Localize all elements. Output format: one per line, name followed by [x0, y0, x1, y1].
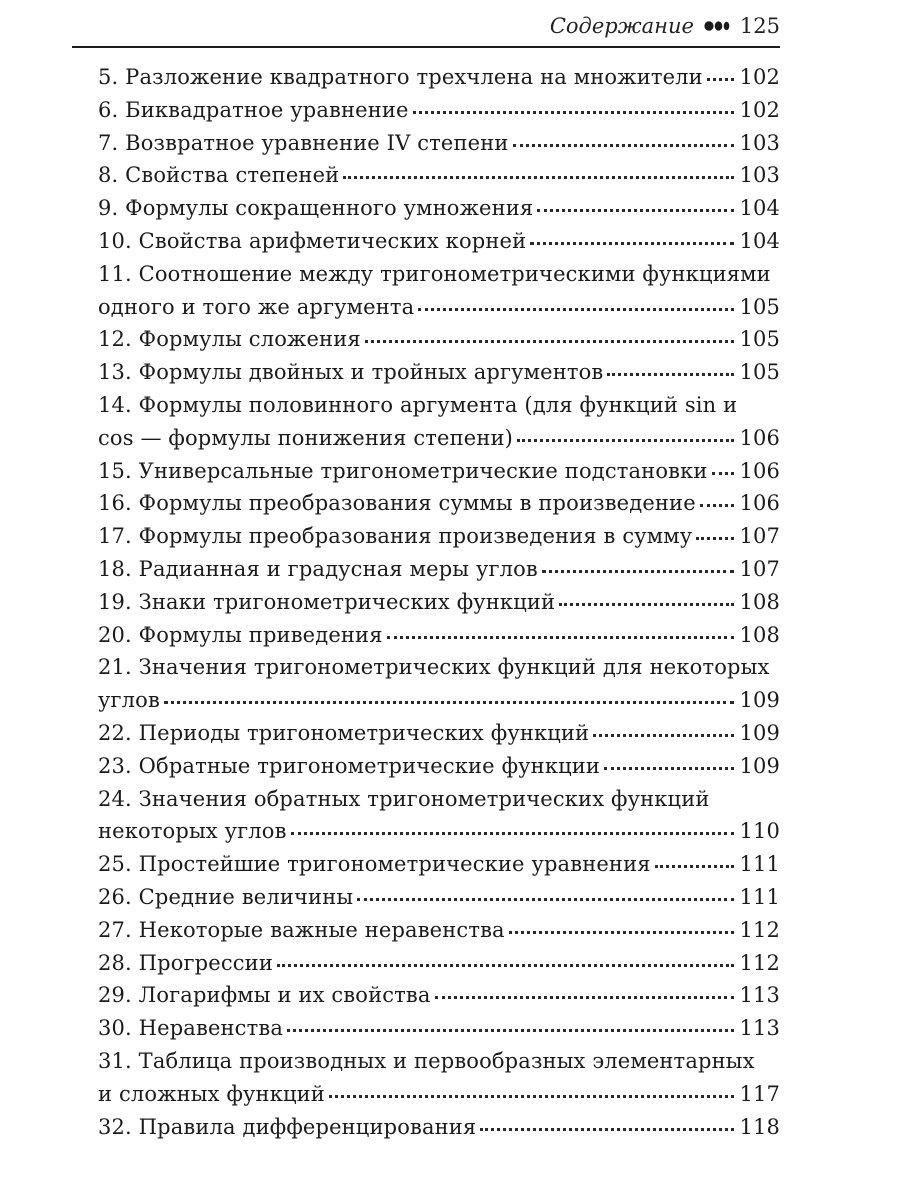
dot-leader [530, 241, 734, 245]
toc-entry-title: 26. Средние величины [98, 884, 354, 909]
toc-page-number: 111 [739, 884, 780, 909]
toc-entry [98, 455, 780, 488]
toc-page-number: 108 [739, 622, 780, 647]
toc-entry [98, 914, 780, 947]
toc-entry [98, 61, 780, 94]
toc-entry [98, 520, 780, 553]
dot-leader [277, 963, 734, 967]
dot-leader [700, 503, 735, 507]
toc-page-number: 112 [739, 917, 780, 942]
dot-leader [287, 1028, 734, 1032]
toc-entry-title: 20. Формулы приведения [98, 622, 383, 647]
toc-page-number: 109 [739, 688, 780, 713]
dot-leader [707, 77, 735, 81]
toc-entry [98, 553, 780, 586]
toc-entry-title: 11. Соотношение между тригонометрическими функциями [98, 261, 771, 286]
toc-page-number: 103 [739, 130, 780, 155]
dot-leader [607, 372, 734, 376]
toc-page-number: 106 [739, 491, 780, 516]
dot-leader [593, 733, 734, 737]
toc-page-number: 107 [739, 524, 780, 549]
toc-entry-title: 24. Значения обратных тригонометрических функций [98, 786, 710, 811]
dot-leader [387, 635, 735, 639]
dot-leader [696, 536, 734, 540]
toc-entry [98, 586, 780, 619]
toc-entry-title: 5. Разложение квадратного трехчлена на множители [98, 65, 703, 89]
toc-entry-title: 10. Свойства арифметических корней [98, 228, 527, 253]
toc-entry-last-line [98, 291, 780, 324]
dot-leader [329, 1094, 735, 1098]
toc-entry-title: углов [98, 688, 160, 713]
dot-leader [357, 897, 734, 901]
toc-page-number: 108 [739, 589, 780, 614]
toc-entry-title: 18. Радианная и градусная меры углов [98, 556, 538, 581]
header-rule [72, 46, 780, 48]
toc-entry-title: 19. Знаки тригонометрических функций [98, 589, 556, 614]
toc-entry-title: 25. Простейшие тригонометрические уравнения [98, 852, 651, 877]
dot-leader [655, 864, 735, 868]
toc-entry [98, 717, 780, 750]
dot-leader [418, 307, 734, 311]
toc-page-number: 105 [739, 327, 780, 352]
toc-entry-title: 23. Обратные тригонометрические функции [98, 753, 601, 778]
toc-page-number: 103 [739, 163, 780, 188]
toc-entry-title: 14. Формулы половинного аргумента (для функций sin и [98, 392, 738, 417]
toc-entry-title: 29. Логарифмы и их свойства [98, 983, 431, 1008]
dot-leader [365, 339, 735, 343]
toc-entry [98, 487, 780, 520]
toc-entry-title: 13. Формулы двойных и тройных аргументов [98, 360, 604, 385]
toc-page-number: 104 [739, 228, 780, 253]
toc-entry-title: 7. Возвратное уравнение IV степени [98, 130, 509, 155]
dot-leader [537, 208, 734, 212]
toc-entry-title: 8. Свойства степеней [98, 163, 340, 188]
toc-page-number: 112 [739, 950, 780, 975]
toc-entry [98, 127, 780, 160]
toc-entry-last-line [98, 422, 780, 455]
toc-page-number: 113 [739, 1016, 780, 1041]
toc-page-number: 107 [739, 556, 780, 581]
toc-entry [98, 750, 780, 783]
dot-leader [435, 995, 735, 999]
toc-entry [98, 1111, 780, 1144]
dot-leader [513, 143, 735, 147]
toc-entry-title: 30. Неравенства [98, 1016, 283, 1041]
toc-entry [98, 619, 780, 652]
dot-leader [712, 471, 735, 475]
toc-entry-title: некоторых углов [98, 819, 287, 844]
toc-entry-title: 9. Формулы сокращенного умножения [98, 196, 534, 221]
toc-entry [98, 94, 780, 127]
toc-page-number: 106 [739, 425, 780, 450]
running-header [550, 14, 780, 38]
toc-entry-title: 21. Значения тригонометрических функций для некоторых [98, 655, 770, 680]
toc-entry [98, 323, 780, 356]
toc-entry-title: 27. Некоторые важные неравенства [98, 917, 505, 942]
toc-entry-title: и сложных функций [98, 1081, 325, 1106]
toc-page-number: 110 [739, 819, 780, 844]
dot-leader [413, 110, 735, 114]
toc-page-number: 105 [739, 294, 780, 319]
toc-entry [98, 389, 780, 455]
triple-bullet-icon [704, 19, 734, 33]
toc-entry [98, 258, 780, 324]
toc-entry-title: cos — формулы понижения степени) [98, 425, 513, 450]
dot-leader [164, 700, 735, 704]
toc-entry-title: 15. Универсальные тригонометрические подстановки [98, 458, 708, 483]
toc-page-number: 105 [739, 360, 780, 385]
toc-entry [98, 159, 780, 192]
toc-page-number: 102 [739, 97, 780, 122]
toc-entry [98, 979, 780, 1012]
toc-page-number: 104 [739, 196, 780, 221]
dot-leader [559, 602, 734, 606]
table-of-contents [98, 61, 780, 1143]
dot-leader [517, 438, 734, 442]
toc-entry [98, 881, 780, 914]
dot-leader [604, 766, 734, 770]
toc-page-number: 117 [739, 1081, 780, 1106]
toc-entry [98, 947, 780, 980]
toc-entry [98, 783, 780, 849]
toc-entry [98, 1045, 780, 1111]
toc-entry-title: 17. Формулы преобразования произведения в сумму [98, 524, 693, 549]
toc-page-number: 109 [739, 753, 780, 778]
dot-leader [509, 930, 735, 934]
toc-page-number: 102 [739, 65, 780, 89]
dot-leader [291, 831, 735, 835]
header-page-number: 125 [739, 14, 780, 38]
toc-entry-title: 16. Формулы преобразования суммы в произведение [98, 491, 696, 516]
toc-entry-title: 22. Периоды тригонометрических функций [98, 720, 590, 745]
toc-entry-title: 6. Биквадратное уравнение [98, 97, 409, 122]
toc-entry-last-line [98, 684, 780, 717]
toc-entry [98, 356, 780, 389]
toc-entry [98, 848, 780, 881]
toc-entry-title: 28. Прогрессии [98, 950, 273, 975]
toc-entry-title: 12. Формулы сложения [98, 327, 361, 352]
toc-page-number: 113 [739, 983, 780, 1008]
toc-page-number: 106 [739, 458, 780, 483]
toc-entry-title: 32. Правила дифференцирования [98, 1114, 477, 1139]
toc-entry [98, 1012, 780, 1045]
toc-page-number: 111 [739, 852, 780, 877]
toc-entry-title: одного и того же аргумента [98, 294, 415, 319]
dot-leader [480, 1127, 734, 1131]
header-title: Содержание [549, 14, 694, 38]
dot-leader [542, 569, 735, 573]
toc-entry-title: 31. Таблица производных и первообразных элементарных [98, 1048, 755, 1073]
toc-page-number: 109 [739, 720, 780, 745]
toc-entry [98, 651, 780, 717]
toc-entry-last-line [98, 1078, 780, 1111]
toc-entry-last-line [98, 815, 780, 848]
toc-entry [98, 225, 780, 258]
toc-page-number: 118 [739, 1114, 780, 1139]
dot-leader [343, 175, 734, 179]
toc-entry [98, 192, 780, 225]
